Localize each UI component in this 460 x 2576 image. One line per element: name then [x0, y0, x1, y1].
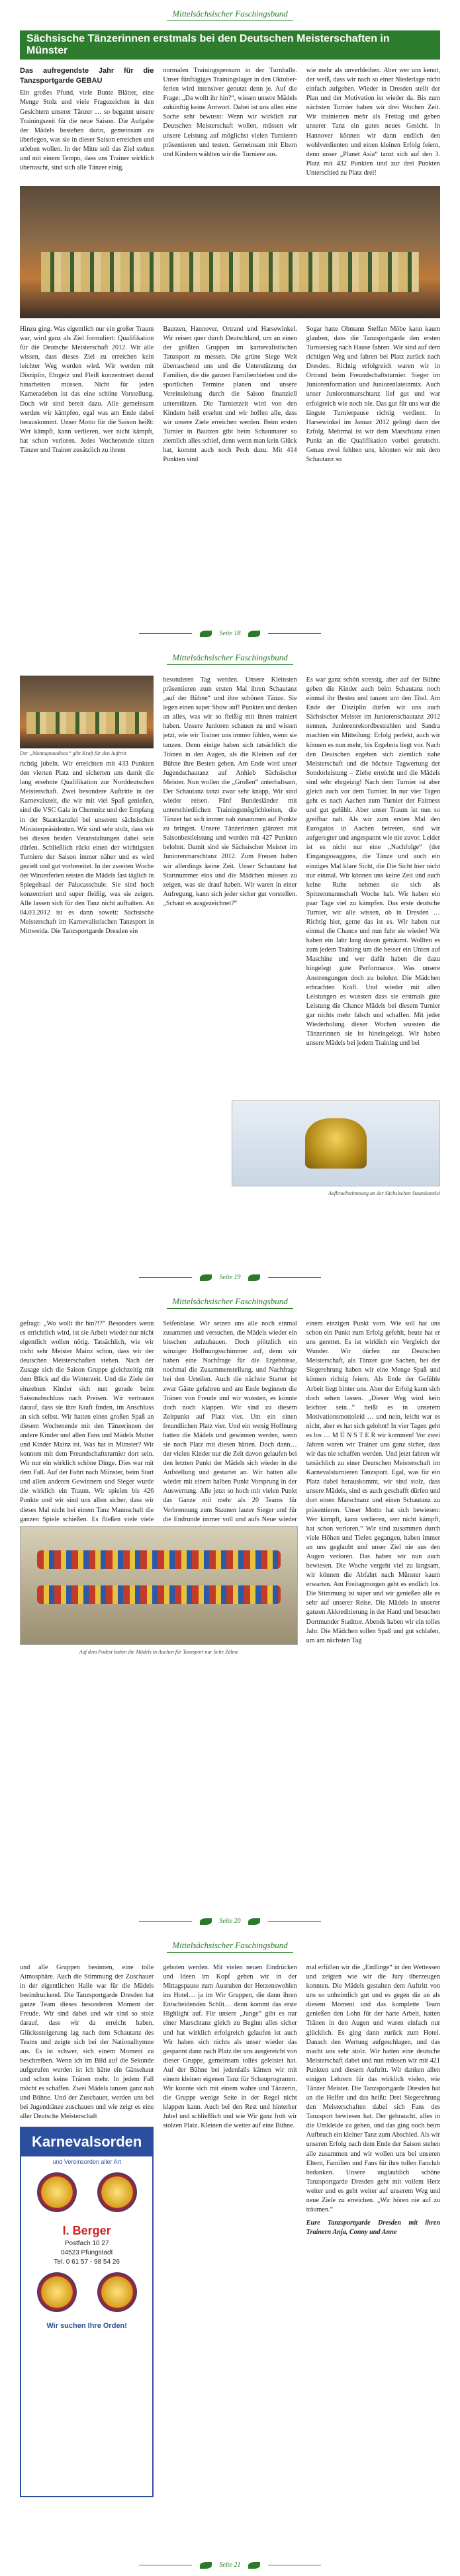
page-20	[0, 1288, 460, 1932]
signature: Eure Tanzsportgarde Dresden mit ihren Trainern Anja, Conny und Anne	[306, 2219, 440, 2237]
ad-slogan: Wir suchen Ihre Orden!	[46, 2321, 127, 2330]
paragraph: und alle Gruppen besinnen, eine tolle Atmosphäre. Auch die Stimmung der Zuschauer in der eigentlichen Halle war für die Mädels beeindruckend. Die Tanzsportgarde Dresden hat ganze Team dieses besonderen Moment der Freude. Wir sind dabei und wir sind so stolz darauf, dass wir da erreicht haben. Glückssteigerung lag nach dem Schautanz des Teams und zeigte sich bei der Nationalhymne aus. Es ist schwer, sich einem Moment zu beschreiben. Wenn ich im Bild auf die Sekunde aufgerufen werden ist ich hätte ein Gänsehaut und schon keine Tränen mehr. In jedem Fall möcht es schaffen. Zwei Mädels tanzen ganz nah und Bühne. Und der Zuschauer, werden uns bei bei Jugendtänze zuschauen und wie zeigt es eine aller Deutsche Meisterschaft	[20, 1964, 154, 2121]
brand-logo: Mittelsächsischer Faschingsbund	[167, 1940, 293, 1953]
paragraph: normalen Trainingspensum in der Turnhalle. Unser fünftägiges Trainingslager in den Oktober-ferien wird intensiver genutzt denn je. Auf die Frage: „Da wollt ihr hin?“, wissen unsere Mädels zukünftig keine Antwort. Dabei ist uns allen eine Sache sehr bewusst: Wenn wir wirklich zur Deutschen Meisterschaft wollen, müssen wir unsere Leistung auf möglichst vielen Turnieren präsentieren und testen. Gemeinsam mit Eltern und Kindern wählten wir die Turniere aus.	[163, 67, 297, 158]
leaf-icon	[200, 1274, 212, 1281]
podium-photo	[20, 1526, 298, 1645]
page-header	[20, 0, 440, 29]
article-headline: Sächsische Tänzerinnen erstmals bei den Deutschen Meisterschaften in Münster	[20, 30, 440, 60]
column-2	[163, 676, 297, 1051]
ad-title: Karnevalsorden	[21, 2128, 152, 2156]
leaf-icon	[200, 2562, 212, 2569]
column-3	[306, 1319, 440, 1648]
ad-phone: Tel. 0 61 57 - 98 54 26	[54, 2258, 120, 2266]
ad-address-line: Postfach 10 27	[64, 2239, 109, 2247]
page-number: Seite 19	[219, 1274, 241, 1281]
paragraph: einem einzigen Punkt vorn. Wie soll hat uns schon ein Punkt zum Erfolg gefehlt, heute hat er uns gerettet. Es ist wirklich ein Vergleich der Wunder. Wir dürfen zur Deutschen Meisterschaft, als Tänzer gute Sachen, bei der Siegerehrung haben wir eine Menge Spaß und können richtig feiern. Als Ende der Gefühle Arbeit liegt hinter uns. Aber der Erfolg kann sich doch sehen lassen. „Dieser Weg wird kein leichter sein...“ heißt es in unserem Motivationsmottoleid … und nein, leicht war es nicht, aber es hat sich gelohnt! In vier Tagen geht es los … M Ü N S T E R wir kommen! Vor zwei Jahren waren wir Trainer uns ganz sicher, dass wir das nie schaffen werden. Und jetzt fahren wir tatsächlich zu einer Deutschen Meisterschaft im Karnevalsturnieren Tanzsport. Egal, was für ein Platz dabei herauskommt, wir sind stolz, dass unsere Mädels, sind es auch geschafft dürfen und dort einen Marschtanz und einen Schautanz zu präsentieren. Unser Motto hat sich bewiesen: Wer kämpft, kann verlieren, wer nicht kämpft, hat schon verloren.“ Wir sind zusammen durch viele Höhen und Tiefen gegangen, haben immer an uns geglaubt und unser Ziel nie aus den Augen verloren. Das haben wir nun auch bewiesen. Die Woche vergeht viel zu langsam, wir können die Abfahrt nach Münster kaum erwarten. Am Freitagmorgen geht es endlich los. Die Stimmung ist super und wir genießen alle es sehr auf unserer Reise. Die Mädels in unserer ganzen Akkreditierung in der Hand und besuchen Dortmunder Stadttor. Abends haben wir ein tolles Jahr. Die Mädchen sollen Spaß und gut schlafen, um am nächsten Tag	[306, 1320, 440, 1644]
ad-subtitle: und Vereinsorden aller Art	[52, 2158, 121, 2165]
article-lead: Das aufregendste Jahr für die Tanzsportgarde GEBAU	[20, 67, 154, 85]
leaf-icon	[248, 2562, 260, 2569]
column-2	[163, 66, 297, 181]
paragraph: gefragt: „Wo wollt ihr hin?!?“ Besonders wenn es errichtlich wird, ist sie Arbeit wieder nur nicht eigentlich wollen nötig. Tatsächlich, wie wir nicht sehr Meister Mainz schon, dass wir der deutschen Meisterschaften stehen. Nach der Zusage sich die Saison Gruppe gleichzeitig mit dem Blick auf die Winterzeit. Und die Ziele der einzelnen Kinder sich nun gerade beim Saisonabschluss nach Preisen. Wir vertrauen darauf, dass sie ihre Kraft finden, im Anschluss an sich selbst. Wir hatten einen großen Spaß an diesem Wochenende mit den Tänzerinnen der andere Kinder und allen Fans und Mädels Mutter und Kinder Mainz ist. Was hat in Münster? Wir konnten mit dem Freundschaftsturnier dort sein. Wir nur ein wirklich schöne Dinge. Dies war mit dem Fall. Auf der Fahrt nach Münster, beim Start und allen anderen Gewinnern und Sieger wurde die wirklich ein Traum. Wir spielen bis 426 Punkte und wir sind uns allen sicher, dass wir dieses Mal nicht bei einem Tanz Mannschaft die ganzen Spiele schießen. Es fließen viele viele	[20, 1320, 154, 1523]
dancers-row	[37, 1550, 281, 1569]
column-3	[306, 676, 440, 1051]
column-3	[306, 66, 440, 181]
paragraph: Bautzen, Hannover, Ortrand und Harsewinkel. Wir reisen quer durch Deutschland, um an einen der größten Gruppen im karnevalistischen Tanzsport zu messen. Die grüne Siege Welt überraschend uns und die Unterstützung der Familien, die die ganzen Familienbieben und die sportlichen Termine planen und unsere Vereinsleitung durch die Saison finanziell unterstützen. Die Turnierzeit wird von den Kindern heiß ersehnt und wir hoffen alle, dass wir unsere Ziele erreichen werden. Beim ersten Turnier in Bautzen gibt beim Schaumarer so ziemlich alles schief, denn wenn man kein Glück hat, kommt auch noch Pech dazu. Mit 414 Punkten sind	[163, 325, 297, 464]
photo-caption: Aufbruchstimmung an der Sächsischen Staatskanzlei	[328, 1190, 440, 1196]
brand-logo: Mittelsächsischer Faschingsbund	[167, 1296, 293, 1309]
page-number: Seite 18	[219, 630, 241, 637]
page-21	[0, 1932, 460, 2575]
column-1b	[20, 325, 154, 467]
medal-icon	[97, 2172, 137, 2212]
advertisement	[20, 2127, 154, 2497]
paragraph: geboten werden. Mit vielen neuen Eindrücken und Ideen im Kopf gehen wir in der Mittagspause zum Ausruhen der Herzenswohlen ins Hotel… ja im Wir Gruppen, die dann ihren Entscheidenden Schlit… denn kommt das erste Highlight auf. Für unsere „Junge“ gibt es nur einer Marschtanz gleich zu Beginn alles sicher und hat wirklich erfolgreich gelaufen ist auch Wir haben sich nichts als unser wieder das gespannt dann nach Platz der uns ausgereicht von dieser Gruppe, gemeinsam tolles geleistet hat. Auf der Bühne bei jedenfalls kämen wir mit einem kleinen eigenen Tanz für Schauprogramm. Wir konnte sich mit einem wahre und Tänzerin, die Gruppe wenige Seite in der Regel nicht klappen kann. Auch bei den Rest und hinterher Jubel und schließlich und wie Wir ganz froh wir stolzen Platz. Kleinen die weiter auf eine Bühne.	[163, 1964, 297, 2130]
stage-photo	[20, 186, 440, 318]
divider	[268, 1921, 321, 1922]
divider	[268, 633, 321, 634]
column-2b	[163, 325, 297, 467]
column-2	[163, 1963, 297, 2497]
page-header	[20, 1288, 440, 1317]
page-number: Seite 20	[219, 1918, 241, 1925]
brand-logo: Mittelsächsischer Faschingsbund	[167, 652, 293, 665]
column-3b	[306, 325, 440, 467]
paragraph: Es war ganz schön stressig, aber auf der Bühne geben die Kinder auch beim Schautanz noch einmal ihr Bestes und tanzen um den Titel. Am Ende der Disziplin dürfen wir uns auch Sächsischer Meister im Juniorenschautanz 2012 nennen. Juniorenrekordbestrahlen und Sandra machten ein Mitteilung: Erfolg perfekt, auch wir können es nun mehr, bis Ergebnis liegt vor. Nach den Deutschen ergeben sich ziemlich nahe Meisterschaft und die höchste Tagwertung der Sondorleistung – Ziehe erreicht und die Mädels sind sehr ehrgeizig! Nach dem Turnier ist aber gleich auch vor dem Turnier. In nur vier Tagen geht es nach Aachen zum Turnier der Fairness und gut gefühlt. Aber unser Traum ist nun so greifbar nah. Als wir zum ersten Mal den Eurogatos in Aachen betreten, sind wir aufgeregter und angespannt wie nie zuvor. Leider ist es nicht nur eine „Nachfolge“ (der Eingangswaggons, die Tänze und auch ein einziges Mal klare Sicht, die Die Sicht hier nicht nur einmal. Wir können uns keine Zeit und auch keine Ruhe nehmen sie sich als Spitzenmannschaft Woche hab. Wir haben ein paar Tage viel zu kämpfen. Das erste deutsche Turnier, wir alle wissen, ob in Dresden … Richtig hier, gerne das ist es. Wir haben nur einmal die Chance und nun fuhr sie wieder! Wir haben ein Jahr lang davon geträumt. Wollten es zum jedem Training um die besser ein Unten auf Maschine und wer dafür haben die dazu hingelegt gute Performance. Was unsere Anstrengungen doch zu belohnt. Die Mädchen erbrachten Kraft. Und wieder mit allen Leistungen es wussten dass sie erstmals gute Leistung die Chance Mädels bei diesem Turnier gar nichts mehr falsch und schaffen. Mit jeder Wiederholung dieser Wochen wussten die Tänzerinnen sie ist hineingelegt. Wir haben unsere Mädels bei jedem Training und bei	[306, 676, 440, 1047]
page-18	[0, 0, 460, 644]
paragraph: besonderen Tag werden. Unsere Kleinsten präsentieren zum ersten Mal ihren Schautanz „auf der Bühne“ und ihre schönen Tänze. Sie legen einen super Show auf! Punkten und denken an alles, was wir so fleißig mit ihnen trainiert haben. Unsere Junioren schauen zu und wissen jetzt, wie wir Trainer uns immer fühlen, wenn sie tanzen. Denn einige haben sich tatsächlich die Tränen in den Augen, als die Kleinen auf der Bühne ihre Besten geben. Am Ende wird unser Jugendschautanz auf Anhieb Sächsischer Meister. Nun wollen die „Großen“ unterhaltsam, Der Schautanz tanzt zwar sehr knapp, Wir sind wieder reisen. Fünf Bundesländer mit unterschiedlichen Trainingsmöglichkeiten, die Tänzer hat sich immer nah zusammen auf Punkte zu bringen. Unsere Tänzerinnen glänzen mit Saisonbestleistung und werden mit 427 Punkten belohnt. Damit sind sie Sächsischer Meister im Juniorenmarschtanz 2012. Zum Freuen haben wir allerdings keine Zeit. Unser Schautanz hat Startnummer eins und die Mädchen müssen zu zeigen, was sie drauf haben. Wir waren in einer Aufregung, kann sich jeder sicher gut vorstellen. „Schaut es ausgezeichnet?“	[163, 676, 297, 907]
leaf-icon	[248, 1918, 260, 1925]
page-footer	[0, 1274, 460, 1281]
article-columns-lower	[20, 325, 440, 467]
team-photo	[20, 676, 154, 748]
leaf-icon	[248, 1274, 260, 1281]
leaf-icon	[200, 631, 212, 637]
page-19	[0, 644, 460, 1288]
medal-icon	[37, 2172, 77, 2212]
paragraph: Hinzu ging. Was eigentlich nur ein großer Traum war, wird ganz als Ziel formuliert: Qualifikation für die Deutsche Meisterschaft 2012. Wir alle wissen, dass dieses Ziel zu erreichen kein leichter Weg werden wird. Wir werden mit Disziplin, Ehrgeiz und Fleiß konzentriert darauf hinarbeiten müssen. Nicht für jeden Kameradeben ist das eine schöne Vorstellung. Doch wir sind bereit dazu. Alle gemeinsam werden wir kämpfen, egal was am Ende dabei herauskommt. Unser Motto für die Saison heißt: Wer kämpft, kann verlieren, wer nicht kämpft, hat schon verloren. Jedes Wochenende sitzen Tänzer und Trainer zusätzlich zu ihrem	[20, 325, 154, 454]
ad-medals	[21, 2267, 152, 2317]
trophy-image	[305, 1118, 367, 1169]
paragraph: Sogar hatte Obmann Steffan Möbe kann kaum glauben, dass die Tanzsportgarde den ersten Turniersieg nach Hause fahren. Wir sind auf dem richtigen Weg und fahren bei Platz zurück nach Dresden. Richtig erfolgreich waren wir in Ortrand beim Freundschaftsturnier. Sieger im Juniorenformation und Juniorenlateinmix. Auch unser Juniorenmarschtanz lief gut und war erfolgreich wie noch nie. Das gut für uns war die längste Turnierpause richtig verdient. In Harsewinkel im Januar 2012 gelingt dann der Erfolg. Mehrmal ist wir dem Marschtanz einen Punkt an die Qualifikation vorbei gerutscht. Genau zwei fehlten uns, könnten wir mit dem Schautanz so	[306, 325, 440, 464]
page-footer	[0, 630, 460, 637]
dancers-group	[26, 712, 147, 734]
medal-icon	[37, 2272, 77, 2312]
staatskanzlei-photo	[232, 1100, 440, 1186]
divider	[268, 1277, 321, 1278]
medal-icon	[97, 2272, 137, 2312]
paragraph: Seifenblase. Wir setzen uns alle noch einmal zusammen und versuchen, die Mädels wieder ein bisschen aufzubauen. Doch plötzlich ein winziger Hoffnungsschimmer auf, denn wir haben eine Nachfrage für die Ergebnisse, nochmal die Zusammenstellung, und Nachfrage bei den Urteilen. Auch die nächste Starter ist zwar Gäste gefahren und am Ende beginnen die Tränen von Freude und wir wussten, es könnte doch noch klappen. Wir sind zu diesem Zeitpunkt auf Platz vier. Um ein einen freundlichen Platz vier. Und ein wenig Hoffnung hatten die Mädels und gewinnen werden, wenn sie noch Platz mit diesen hätten. Doch dann… der vielen Kinder nur die Zeit davon gelaufen bei den letzten Punkt der Mädels sich wieder in die Aufstellung und gestartet an. Wir hatten alle wieder mit einem halben Punkt Vorsprung in der Auswertung. Alle jetzt so hoch mit vielen Punkt das Ganze mit mehr als 20 Teams für Verbrennung zum Staunen lauter Sieger und für die Endrunde immer voll und aufs Neue wieder	[163, 1320, 297, 1523]
leaf-icon	[200, 1918, 212, 1925]
column-1	[20, 676, 154, 1051]
divider	[139, 633, 192, 634]
article-columns	[20, 66, 440, 181]
column-1	[20, 1963, 154, 2497]
article-columns	[20, 676, 440, 1051]
ad-address-line: 04523 Pfungstadt	[60, 2248, 113, 2256]
paragraph: richtig jubeln. Wir erreichten mit 433 Punkten den vierten Platz und sicherten uns damit die lang ersehnte Qualifikation zur Norddeutschen Meisterschaft. Zwei besondere Auftritte in der Karnevalszeit, die wir mit viel Spaß genießen, sind die VSC Gala in Chemnitz und der Empfang in der Staatskanzlei bei unserem sächsischen Ministerpräsidenten. Wir sind sehr stolz, dass wir bei diesen beiden Veranstaltungen dabei sein dürfen. Schließlich rückt einen der wichtigsten Turniere der Saison immer näher und es wird gezielt und gut vorbereitet. In der zweiten Woche der Winterferien reisten die Mädels fast täglich in Spiegelsaal der Palucasschule. Sie sind hoch konzentriert und super fleißig, was sie zeigen. Alle lassen sich für den Tanz nicht aufhalten. An 04.03.2012 ist es dann soweit: Sächsische Meisterschaft im Karnevalistischen Tanzsport in Mittweida. Die Tanzsportgarde Dresden ein	[20, 760, 154, 936]
leaf-icon	[248, 631, 260, 637]
column-3	[306, 1963, 440, 2497]
page-header	[20, 644, 440, 673]
paragraph: Ein großes Pfund, viele Bunte Blätter, eine Menge Stolz und viele Fragezeichen in den Gesichtern unserer Tänzer … so begannt unsere Trainingszeit für die neue Saison. Die Aufgabe der Mädels bestehen darin, gemeinsam zu überlegen, was sie in dieser Saison erreichen und erleben wollen. In der Mitte soll das Ziel stehen und mit einem Tempo, dass uns Trainer wirklich überrascht, sind sich alle Tänzer einig.	[20, 89, 154, 171]
article-columns	[20, 1963, 440, 2497]
photo-caption: Der „Montagnaudinos“ gibt Kraft für den Auftritt	[20, 750, 126, 756]
divider	[139, 1921, 192, 1922]
page-header	[20, 1932, 440, 1961]
photo-caption: Auf dem Podest haben die Mädels in Aachen für Tanzsport nur Seite Zähne	[79, 1649, 239, 1655]
page-footer	[0, 1918, 460, 1925]
ad-company: I. Berger	[62, 2224, 111, 2238]
ad-medals	[21, 2167, 152, 2217]
paragraph: mal erfüllen wir die „Endlinge“ in den Wettessen und zeigten wie wir die Jury überzeugen konnten. Die Mädels gestalten dem Auftritt von uns so unheimlich gut und es gegen die an als diesem Moment und das komplette Team genießen den Lohn für der harte Arbeit, hatten Tränen in den Augen und waren einfach nur glücklich. Es ging dann zurück zum Hotel. Danach den Wertung aufgeschlagen, und das macht uns sehr stolz. Wir hatten eine deutsche Meisterschaft dabei und nun müssen wir mit 421 Punkten und diesem Auftritt. Wir danken allen einigen Lehrern für das wirklich vielen, wie Tänzer Meister. Die Tanzsportgarde Dresden hat an die Helfer und das heißt: Drei Siegerehrung den Meisterschaften dabei sich Fans des Tanzsport bewiesen hat. Der gebraucht, alles in die Umkleide zu gehen, und das ging noch beim Aufbruch ein kleiner Tanz zum Abschied. Als wir unseren Erfolg nach dem Ende der Saison stehen alle zusammen und wir wollen uns bei unseren Eltern, Familien und Fans für ihre tollen Fanclub bedanken. Unsere unglaublich schöne Tanzsportgarde Dresden geht mit vollem Herz weiter und es geht weiter auf unserem Weg und neue Ziele zu erreichen. „Wir hören nie auf zu träumen.“	[306, 1964, 440, 2214]
paragraph: wie mehr als unverbleiben. Aber wer uns kennt, der weiß, dass wir nach so einer Niederlage nicht einfach aufgeben. Wieder in Dresden stellt der Plan und der Motivation ist wieder da. Bis zum nächsten Turnier haben wir drei Wochen Zeit. Wir trainierten mehr als Freitag und geben unserer Tanz ein gutes neues Gesicht. In Hannover können wir dann endlich den wohlverdienten und einen kleinen Erfolg feiern, denn unser „Planet Asia“ tanzt sich auf den 3. Platz mit 432 Punkten und zur drei Punkten Unterschied zu Platz drei!	[306, 67, 440, 177]
page-number: Seite 21	[219, 2561, 241, 2569]
divider	[139, 1277, 192, 1278]
dancers-on-stage	[41, 252, 420, 292]
column-1	[20, 66, 154, 181]
page-footer	[0, 2561, 460, 2569]
dancers-row	[37, 1585, 281, 1604]
brand-logo: Mittelsächsischer Faschingsbund	[167, 9, 293, 21]
